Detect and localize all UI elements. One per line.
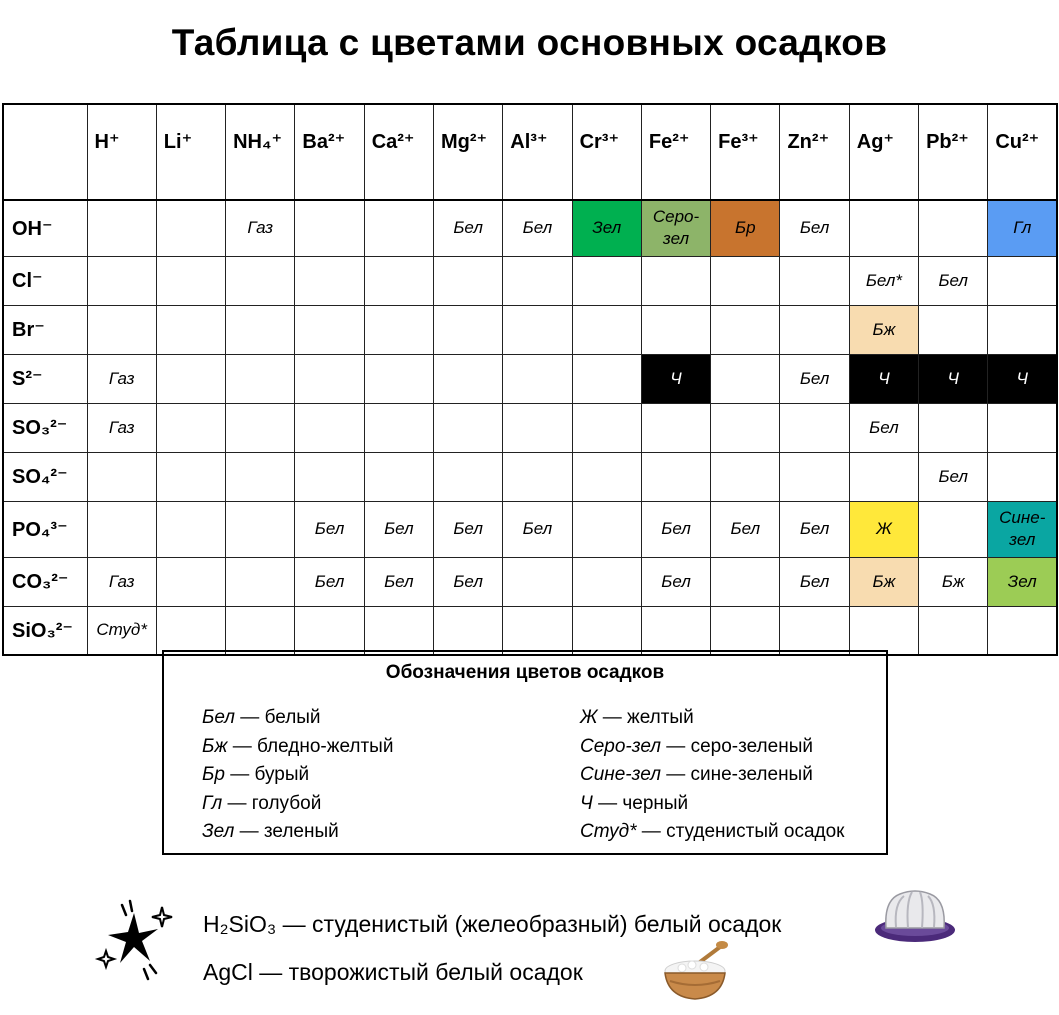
- table-cell: [156, 256, 225, 305]
- table-cell: Бел: [780, 501, 849, 557]
- column-header-cation: Cu²⁺: [988, 104, 1057, 200]
- table-cell: [780, 256, 849, 305]
- legend-item: [580, 704, 844, 733]
- row-header-anion: S²⁻: [3, 354, 87, 403]
- legend-meaning: — бледно-желтый: [227, 735, 394, 757]
- table-cell: Бел: [780, 354, 849, 403]
- table-cell: Бж: [919, 557, 988, 606]
- table-cell: [780, 403, 849, 452]
- row-header-anion: OH⁻: [3, 200, 87, 256]
- legend-abbr: Серо-зел: [580, 735, 662, 757]
- table-cell: Бел: [919, 256, 988, 305]
- table-cell: [364, 200, 433, 256]
- table-cell: [919, 403, 988, 452]
- table-cell: [364, 403, 433, 452]
- legend-meaning: — бурый: [224, 764, 310, 785]
- table-cell: [364, 256, 433, 305]
- table-cell: [641, 403, 710, 452]
- page-title: Таблица с цветами основных осадков: [171, 22, 888, 63]
- table-cell: Сине-зел: [988, 501, 1057, 557]
- table-cell: [433, 452, 502, 501]
- legend-meaning: — голубой: [222, 792, 322, 814]
- table-cell: Бр: [711, 200, 780, 256]
- table-cell: [919, 606, 988, 655]
- table-cell: [641, 305, 710, 354]
- table-cell: Бел: [433, 200, 502, 256]
- table-cell: [87, 305, 156, 354]
- header-row: [3, 104, 1057, 200]
- note-h2sio3-formula: H₂SiO₃: [203, 911, 277, 937]
- column-header-cation: Ca²⁺: [364, 104, 433, 200]
- legend-meaning: — белый: [235, 707, 321, 728]
- table-cell: [156, 305, 225, 354]
- row-header-anion: Cl⁻: [3, 256, 87, 305]
- note-h2sio3-text: — студенистый (желеобразный) белый осадок: [276, 911, 782, 937]
- legend-item: [580, 818, 844, 847]
- table-cell: [503, 557, 572, 606]
- table-cell: [295, 606, 364, 655]
- table-cell: [711, 606, 780, 655]
- table-cell: Бел: [503, 501, 572, 557]
- row-header-anion: PO₄³⁻: [3, 501, 87, 557]
- table-cell: [641, 452, 710, 501]
- table-cell: [849, 606, 918, 655]
- table-cell: [572, 256, 641, 305]
- column-header-cation: Ag⁺: [849, 104, 918, 200]
- table-cell: [433, 256, 502, 305]
- table-row: [3, 305, 1057, 354]
- legend-abbr: Бел: [202, 707, 236, 728]
- table-cell: Газ: [87, 403, 156, 452]
- legend-item: [202, 761, 393, 790]
- table-cell: Бел: [295, 501, 364, 557]
- column-header-cation: Zn²⁺: [780, 104, 849, 200]
- table-cell: [226, 501, 295, 557]
- legend-abbr: Бж: [202, 735, 228, 757]
- table-cell: [711, 354, 780, 403]
- table-cell: Бел: [780, 557, 849, 606]
- legend-item: [202, 818, 393, 847]
- table-cell: [572, 403, 641, 452]
- legend-abbr: Сине-зел: [580, 764, 661, 785]
- table-cell: [433, 606, 502, 655]
- table-cell: [87, 501, 156, 557]
- legend-meaning: — желтый: [597, 707, 694, 728]
- table-cell: [156, 606, 225, 655]
- table-cell: Зел: [572, 200, 641, 256]
- table-cell: [572, 501, 641, 557]
- table-cell: [780, 305, 849, 354]
- table-cell: [572, 354, 641, 403]
- legend-meaning: — серо-зеленый: [661, 735, 813, 757]
- table-cell: [641, 256, 710, 305]
- table-row: [3, 354, 1057, 403]
- table-cell: [156, 403, 225, 452]
- table-cell: [780, 606, 849, 655]
- table-cell: [156, 452, 225, 501]
- table-cell: Газ: [226, 200, 295, 256]
- column-header-cation: NH₄⁺: [226, 104, 295, 200]
- table-cell: [503, 403, 572, 452]
- table-cell: Бел: [711, 501, 780, 557]
- table-cell: Бел: [433, 501, 502, 557]
- legend-meaning: — сине-зеленый: [660, 764, 813, 785]
- table-cell: [364, 305, 433, 354]
- table-cell: Гл: [988, 200, 1057, 256]
- legend-item: [202, 790, 393, 819]
- table-cell: Ч: [919, 354, 988, 403]
- table-cell: [503, 354, 572, 403]
- column-header-cation: Fe³⁺: [711, 104, 780, 200]
- table-cell: [711, 452, 780, 501]
- legend-meaning: — черный: [592, 792, 689, 814]
- table-cell: Студ*: [87, 606, 156, 655]
- legend-meaning: — студенистый осадок: [636, 821, 845, 842]
- row-header-anion: SO₃²⁻: [3, 403, 87, 452]
- table-cell: Ж: [849, 501, 918, 557]
- table-cell: Бел: [295, 557, 364, 606]
- table-row: [3, 452, 1057, 501]
- table-cell: Серо-зел: [641, 200, 710, 256]
- row-header-anion: SiO₃²⁻: [3, 606, 87, 655]
- table-cell: [572, 557, 641, 606]
- table-cell: [988, 452, 1057, 501]
- table-cell: [780, 452, 849, 501]
- table-cell: [572, 606, 641, 655]
- table-cell: Ч: [849, 354, 918, 403]
- sparkle-icon: [92, 895, 182, 985]
- note-agcl-text: — творожистый белый осадок: [252, 959, 583, 985]
- legend-right-column: [580, 704, 844, 847]
- table-row: [3, 200, 1057, 256]
- table-cell: [87, 256, 156, 305]
- legend-abbr: Студ*: [580, 821, 637, 842]
- legend-left-column: [202, 704, 393, 847]
- table-cell: [364, 354, 433, 403]
- legend-item: [580, 790, 844, 819]
- column-header-cation: Ba²⁺: [295, 104, 364, 200]
- table-cell: Бел: [433, 557, 502, 606]
- table-cell: [503, 452, 572, 501]
- legend-item: [580, 733, 844, 762]
- table-cell: [156, 557, 225, 606]
- table-row: [3, 557, 1057, 606]
- table-cell: Бел: [364, 501, 433, 557]
- table-cell: [226, 606, 295, 655]
- table-cell: [919, 200, 988, 256]
- table-cell: Бел: [641, 557, 710, 606]
- table-cell: Бел: [849, 403, 918, 452]
- table-cell: [711, 305, 780, 354]
- legend-item: [202, 704, 393, 733]
- table-cell: [364, 452, 433, 501]
- table-cell: [226, 403, 295, 452]
- column-header-cation: Al³⁺: [503, 104, 572, 200]
- table-cell: [226, 557, 295, 606]
- table-cell: [226, 452, 295, 501]
- table-cell: [433, 305, 502, 354]
- table-cell: [503, 256, 572, 305]
- legend-item: [580, 761, 844, 790]
- corner-cell: [3, 104, 87, 200]
- table-cell: [503, 606, 572, 655]
- table-cell: Бел: [364, 557, 433, 606]
- table-row: [3, 403, 1057, 452]
- table-cell: [641, 606, 710, 655]
- column-header-cation: Mg²⁺: [433, 104, 502, 200]
- table-cell: Зел: [988, 557, 1057, 606]
- table-cell: [711, 557, 780, 606]
- table-cell: [226, 305, 295, 354]
- table-cell: [988, 403, 1057, 452]
- legend-abbr: Гл: [202, 792, 223, 814]
- table-cell: [156, 501, 225, 557]
- table-row: [3, 606, 1057, 655]
- table-cell: Ч: [641, 354, 710, 403]
- table-cell: [849, 452, 918, 501]
- table-cell: [156, 200, 225, 256]
- legend-abbr: Ж: [580, 707, 598, 728]
- table-cell: [919, 305, 988, 354]
- table-cell: Ч: [988, 354, 1057, 403]
- table-cell: Бел: [919, 452, 988, 501]
- table-cell: [226, 256, 295, 305]
- legend-box: [162, 650, 888, 855]
- table-cell: [988, 606, 1057, 655]
- table-cell: Бж: [849, 557, 918, 606]
- table-cell: [226, 354, 295, 403]
- table-cell: Бел: [503, 200, 572, 256]
- table-cell: [988, 305, 1057, 354]
- table-cell: Бж: [849, 305, 918, 354]
- column-header-cation: Li⁺: [156, 104, 225, 200]
- table-cell: [572, 305, 641, 354]
- table-cell: [87, 200, 156, 256]
- cottage-cheese-bowl-icon: [660, 935, 730, 1005]
- table-cell: [364, 606, 433, 655]
- legend-abbr: Ч: [580, 792, 593, 814]
- table-cell: [711, 256, 780, 305]
- table-cell: [295, 200, 364, 256]
- legend-item: [202, 733, 393, 762]
- table-cell: Бел: [780, 200, 849, 256]
- table-cell: [919, 501, 988, 557]
- column-header-cation: Fe²⁺: [641, 104, 710, 200]
- table-row: [3, 256, 1057, 305]
- table-cell: [433, 403, 502, 452]
- table-row: [3, 501, 1057, 557]
- legend-abbr: Бр: [202, 764, 225, 785]
- column-header-cation: Cr³⁺: [572, 104, 641, 200]
- table-cell: [849, 200, 918, 256]
- jelly-icon: [870, 880, 960, 950]
- table-cell: [156, 354, 225, 403]
- table-cell: [295, 403, 364, 452]
- legend-title: Обозначения цветов осадков: [385, 662, 665, 683]
- table-cell: [988, 256, 1057, 305]
- table-cell: [433, 354, 502, 403]
- precipitate-table: [2, 103, 1058, 656]
- table-cell: [87, 452, 156, 501]
- table-cell: Бел*: [849, 256, 918, 305]
- table-cell: [295, 354, 364, 403]
- row-header-anion: CO₃²⁻: [3, 557, 87, 606]
- table-cell: Газ: [87, 354, 156, 403]
- legend-meaning: — зеленый: [234, 821, 339, 842]
- table-cell: Газ: [87, 557, 156, 606]
- table-cell: [503, 305, 572, 354]
- column-header-cation: H⁺: [87, 104, 156, 200]
- table-cell: [295, 305, 364, 354]
- table-cell: [295, 452, 364, 501]
- table-cell: [295, 256, 364, 305]
- row-header-anion: Br⁻: [3, 305, 87, 354]
- column-header-cation: Pb²⁺: [919, 104, 988, 200]
- note-agcl-formula: AgCl: [203, 959, 253, 985]
- table-cell: [572, 452, 641, 501]
- legend-abbr: Зел: [202, 821, 235, 842]
- row-header-anion: SO₄²⁻: [3, 452, 87, 501]
- table-cell: Бел: [641, 501, 710, 557]
- table-cell: [711, 403, 780, 452]
